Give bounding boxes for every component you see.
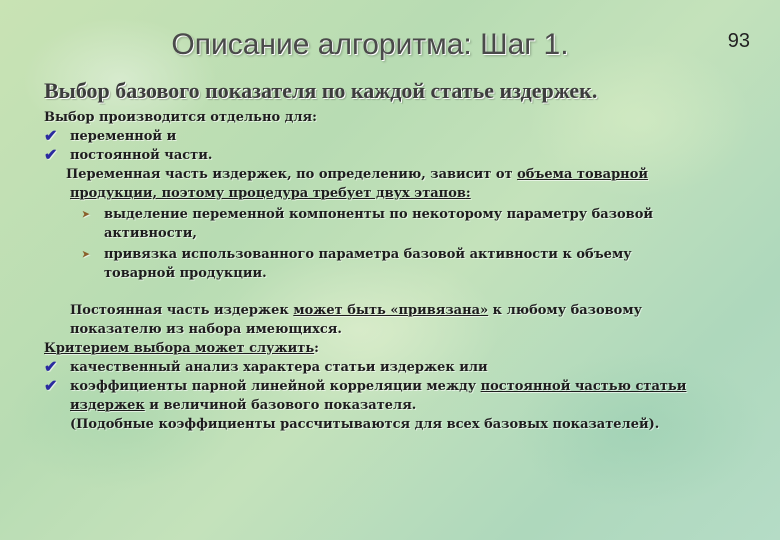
check-item <box>44 377 764 434</box>
checkmark-icon: ✔ <box>44 126 58 145</box>
paragraph-text: : <box>314 341 319 356</box>
check-item-label: и величиной базового показателя. <box>144 398 417 413</box>
slide-title: Описание алгоритма: Шаг 1. <box>171 28 569 61</box>
paragraph-text: показателю из набора имеющихся. <box>70 322 342 337</box>
page-number: 93 <box>727 30 750 52</box>
arrow-bullet-icon: ➤ <box>82 210 90 220</box>
sub-list-item <box>44 205 764 243</box>
check-item <box>44 358 764 377</box>
underlined-text: издержек <box>70 398 145 413</box>
check-item-label: переменной и <box>70 129 177 144</box>
check-item-label: коэффициенты парной линейной корреляции между <box>70 379 481 394</box>
arrow-bullet-icon: ➤ <box>82 250 90 260</box>
checkmark-icon: ✔ <box>44 376 58 395</box>
variable-part-paragraph-line2 <box>44 184 764 203</box>
paragraph-text: Переменная часть издержек, по определению, зависит от <box>66 167 518 182</box>
sub-item-text: активности, <box>104 226 197 241</box>
underlined-text: может быть «привязана» <box>293 303 489 318</box>
check-item <box>44 127 764 146</box>
note-text: (Подобные коэффициенты рассчитываются для всех базовых показателей). <box>70 417 660 432</box>
underlined-text: продукции, поэтому процедура требует двух этапов <box>70 186 466 201</box>
paragraph-text: к любому базовому <box>488 303 642 318</box>
check-item-label: качественный анализ характера статьи издержек или <box>70 360 488 375</box>
slide-content <box>44 108 764 434</box>
underlined-text: Критерием выбора может служить <box>44 341 315 356</box>
underlined-text: объема товарной <box>517 167 649 182</box>
checkmark-icon: ✔ <box>44 357 58 376</box>
sub-list-item <box>44 245 764 283</box>
checkmark-icon: ✔ <box>44 145 58 164</box>
criteria-heading <box>44 339 764 358</box>
sub-item-text: выделение переменной компоненты по некоторому параметру базовой <box>104 207 654 222</box>
slide-subtitle: Выбор базового показателя по каждой статье издержек. <box>44 78 598 103</box>
constant-part-paragraph <box>44 301 764 339</box>
check-item <box>44 146 764 165</box>
underlined-text: постоянной частью статьи <box>480 379 687 394</box>
underlined-text: : <box>465 186 471 201</box>
variable-part-paragraph <box>44 165 764 184</box>
sub-item-text: привязка использованного параметра базовой активности к объему <box>104 247 632 262</box>
sub-item-text: товарной продукции. <box>104 266 267 281</box>
paragraph-text: Постоянная часть издержек <box>70 303 294 318</box>
check-item-label: постоянной части. <box>70 148 213 163</box>
intro-text: Выбор производится отдельно для: <box>44 110 317 125</box>
